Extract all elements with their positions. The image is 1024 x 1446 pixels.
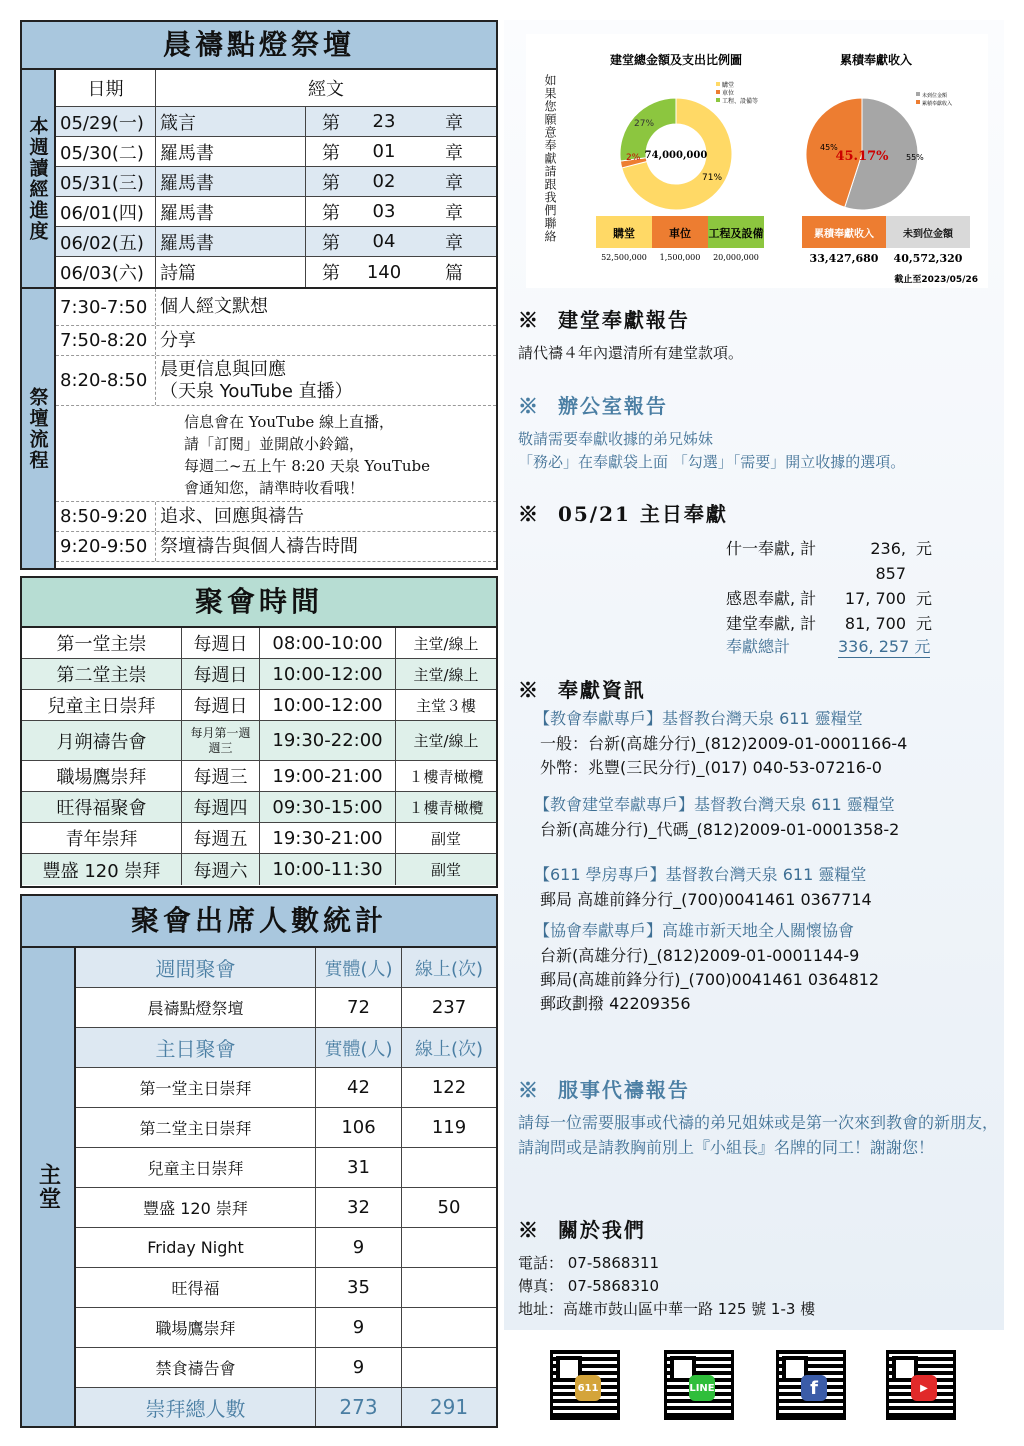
meeting-day: 每週四 [182, 792, 260, 822]
reference-mark: ※ [518, 1218, 540, 1242]
total-online: 291 [429, 1395, 469, 1419]
reading-date: 06/01(四) [56, 197, 156, 226]
physical-column-header: 實體(人) [316, 948, 402, 987]
flow-time: 8:50-9:20 [56, 502, 156, 531]
meeting-time: 09:30-15:00 [260, 792, 396, 822]
church-account-general: 一般：台新(高雄分行)_(812)2009-01-0001166-4 [540, 734, 908, 753]
flow-item [156, 532, 496, 561]
chart1-label: 71% [702, 173, 723, 183]
office-report-line2: 「務必」在奉獻袋上面 「勾選」「需要」開立收據的選項。 [518, 453, 906, 471]
about-us-heading-text: 關於我們 [557, 1218, 646, 1242]
meeting-time: 10:00-12:00 [260, 690, 396, 720]
meeting-name: 青年崇拜 [22, 823, 182, 853]
meeting-row [22, 761, 496, 792]
meeting-row [22, 690, 496, 721]
sunday-offering-heading-text: 05/21 主日奉獻 [557, 502, 728, 526]
offering-amount: 236, 857 [870, 539, 906, 583]
offering-total-label: 奉獻總計 [726, 637, 791, 656]
chart2-note: 截止至2023/05/26 [894, 275, 978, 285]
meeting-time: 08:00-10:00 [260, 628, 396, 658]
chart2-header: 累積奉獻收入 [814, 229, 874, 240]
meeting-name: 第一堂主崇 [22, 628, 182, 658]
attendance-online [402, 1268, 496, 1307]
meeting-location: 主堂/線上 [413, 665, 479, 684]
flow-item-text: 個人經文默想 [160, 296, 268, 317]
reading-book: 羅馬書 [156, 137, 306, 166]
main-hall-label: 主堂 [22, 948, 76, 1426]
attendance-physical: 31 [316, 1148, 402, 1187]
reading-chapter: 02 [372, 171, 396, 192]
meeting-location: 主堂３樓 [415, 696, 476, 715]
chart1-label: 2% [626, 153, 641, 163]
chart2-header: 未到位金額 [903, 229, 953, 240]
attendance-online: 119 [431, 1117, 467, 1138]
attendance-physical: 42 [316, 1068, 402, 1107]
meeting-times-table [20, 576, 498, 888]
reference-mark: ※ [518, 502, 540, 526]
contact-vertical-text: 如果您願意奉獻請跟我們聯絡 [543, 74, 557, 243]
association-account-title: 【協會奉獻專戶】高雄市新天地全人關懷協會 [534, 921, 855, 940]
attendance-total-row [76, 1388, 496, 1426]
offering-unit: 元 [916, 539, 933, 558]
total-physical: 273 [316, 1388, 402, 1426]
reference-mark: ※ [518, 308, 540, 332]
offering-info-heading-text: 奉獻資訊 [557, 678, 646, 702]
reading-chapter: 01 [372, 141, 396, 162]
text-header: 經文 [308, 79, 344, 100]
sunday-offering-heading [518, 498, 1004, 527]
qr-code-website[interactable]: 611 [550, 1350, 620, 1420]
reading-prefix: 第 [322, 172, 340, 194]
reading-row [56, 137, 496, 167]
chart2-value: 33,427,680 [809, 252, 879, 265]
legend-swatch [716, 90, 720, 94]
reading-book: 詩篇 [156, 257, 306, 287]
meeting-row [22, 628, 496, 659]
section-header-label: 週間聚會 [76, 948, 316, 987]
flow-row [56, 326, 496, 356]
reading-chapter: 04 [372, 231, 396, 252]
attendance-section-header [76, 948, 496, 988]
attendance-meeting: 第二堂主日崇拜 [76, 1108, 316, 1147]
attendance-online: 50 [437, 1197, 461, 1218]
reading-date: 05/29(一) [56, 107, 156, 136]
office-report-heading [518, 390, 1004, 419]
attendance-physical: 9 [316, 1228, 402, 1267]
chart2-legend: 累積奉獻收入 [922, 101, 953, 107]
reading-book: 羅馬書 [156, 227, 306, 256]
attendance-row [76, 1228, 496, 1268]
meeting-location: １樓青橄欖 [408, 798, 484, 817]
attendance-section-header [76, 1028, 496, 1068]
physical-column-header: 實體(人) [316, 1028, 402, 1067]
attendance-physical: 9 [316, 1348, 402, 1387]
meeting-name: 兒童主日崇拜 [22, 690, 182, 720]
youtube-note-line: 信息會在 YouTube 線上直播， [184, 413, 394, 431]
chart1-center: 74,000,000 [644, 150, 708, 161]
right-panel [504, 20, 1004, 1399]
reference-mark: ※ [518, 678, 540, 702]
flow-row [56, 532, 496, 562]
meeting-location: 副堂 [430, 861, 461, 879]
section-header-label: 主日聚會 [76, 1028, 316, 1067]
offering-row [726, 586, 1004, 611]
reading-prefix: 第 [322, 263, 340, 284]
charts-panel [526, 34, 988, 288]
reading-row [56, 107, 496, 137]
offering-unit: 元 [916, 614, 933, 633]
attendance-row [76, 1068, 496, 1108]
building-account-number: 台新(高雄分行)_代碼_(812)2009-01-0001358-2 [540, 820, 900, 839]
date-header: 日期 [56, 70, 156, 106]
chart1-value: 20,000,000 [713, 253, 759, 262]
legend-swatch [916, 92, 920, 96]
meeting-time: 19:30-22:00 [260, 721, 396, 760]
attendance-row [76, 1308, 496, 1348]
meeting-location: 主堂/線上 [413, 634, 479, 653]
meeting-time: 10:00-11:30 [260, 854, 396, 885]
flow-item-text: 晨更信息與回應 [160, 358, 286, 380]
chart2-title: 累積奉獻收入 [839, 53, 913, 67]
flow-item [156, 356, 496, 405]
church-account-title: 【教會奉獻專戶】基督教台灣天泉 611 靈糧堂 [534, 709, 863, 728]
reading-row [56, 167, 496, 197]
meeting-time: 10:00-12:00 [260, 659, 396, 689]
attendance-physical: 32 [316, 1188, 402, 1227]
legend-swatch [716, 98, 720, 102]
about-us-heading [518, 1214, 1004, 1243]
reading-row [56, 257, 496, 287]
chart1-legend: 工程、設備等 [722, 98, 759, 105]
offering-row [726, 611, 1004, 636]
chart1-title: 建堂總金額及支出比例圖 [609, 53, 743, 67]
attendance-physical: 72 [316, 988, 402, 1027]
attendance-row [76, 1148, 496, 1188]
phone-number: 電話： 07-5868311 [518, 1254, 660, 1272]
flow-item-subtext: （天泉 YouTube 直播） [160, 380, 353, 402]
meeting-day: 每週六 [182, 854, 260, 885]
legend-swatch [916, 100, 920, 104]
flow-item [156, 326, 496, 355]
meeting-time: 19:30-21:00 [260, 823, 396, 853]
chart1-header: 工程及設備 [708, 227, 764, 240]
attendance-meeting: Friday Night [76, 1228, 316, 1267]
reading-chapter: 03 [372, 201, 396, 222]
meeting-day: 每週五 [182, 823, 260, 853]
reading-prefix: 第 [322, 142, 340, 164]
offering-row [726, 536, 1004, 586]
attendance-online: 237 [431, 997, 467, 1018]
reading-suffix: 章 [445, 202, 463, 224]
online-column-header: 線上(次) [414, 958, 484, 980]
reading-prefix: 第 [322, 232, 340, 254]
flow-item [156, 502, 496, 531]
legend-swatch [716, 82, 720, 86]
reading-row [56, 197, 496, 227]
reading-suffix: 章 [445, 142, 463, 164]
chart2-legend: 未到位金額 [922, 93, 948, 99]
offering-unit: 元 [916, 589, 933, 608]
attendance-online [402, 1308, 496, 1347]
attendance-row [76, 1188, 496, 1228]
office-report-heading-text: 辦公室報告 [557, 394, 668, 418]
youtube-note-line: 會通知您，請準時收看哦！ [184, 479, 365, 497]
chart2-label: 55% [906, 153, 924, 162]
qr-code-line[interactable]: LINE [664, 1350, 734, 1420]
meeting-times-title: 聚會時間 [22, 578, 496, 628]
ministry-prayer-text: 請每一位需要服事或代禱的弟兄姐妹或是第一次來到教會的新朋友，請詢問或是請教胸前別上『小組長』名牌的同工！謝謝您！ [518, 1113, 999, 1157]
attendance-physical: 9 [316, 1308, 402, 1347]
reading-date: 05/30(二) [56, 137, 156, 166]
qr-code-youtube[interactable]: ▶ [886, 1350, 956, 1420]
building-account-title: 【教會建堂奉獻專戶】基督教台灣天泉 611 靈糧堂 [534, 795, 895, 814]
meeting-day: 每週日 [182, 628, 260, 658]
attendance-meeting: 晨禱點燈祭壇 [76, 988, 316, 1027]
meeting-row [22, 721, 496, 761]
meeting-name: 豐盛 120 崇拜 [22, 854, 182, 885]
reading-row [56, 227, 496, 257]
flow-row [56, 289, 496, 326]
reading-suffix: 章 [445, 232, 463, 254]
attendance-meeting: 第一堂主日崇拜 [76, 1068, 316, 1107]
office-report-line1: 敬請需要奉獻收據的弟兄姊妹 [518, 430, 714, 448]
youtube-note-line: 每週二~五上午 8:20 天泉 YouTube [184, 457, 430, 475]
offering-type: 建堂奉獻, 計 [726, 614, 817, 633]
qr-code-facebook[interactable]: f [776, 1350, 846, 1420]
reading-suffix: 篇 [445, 263, 463, 284]
reference-mark: ※ [518, 394, 540, 418]
reading-chapter: 23 [372, 111, 396, 132]
attendance-table [20, 894, 498, 1428]
meeting-row [22, 854, 496, 885]
offering-total [726, 634, 1004, 658]
flow-row [56, 502, 496, 532]
attendance-online: 122 [431, 1077, 467, 1098]
attendance-meeting: 職場鷹崇拜 [76, 1308, 316, 1347]
meeting-day: 每週日 [182, 690, 260, 720]
attendance-online [402, 1348, 496, 1387]
study-account-number: 郵局 高雄前鋒分行_(700)0041461 0367714 [540, 890, 872, 909]
attendance-title: 聚會出席人數統計 [22, 896, 496, 948]
attendance-physical: 35 [316, 1268, 402, 1307]
reading-prefix: 第 [322, 202, 340, 224]
funding-charts [526, 34, 988, 288]
attendance-row [76, 1348, 496, 1388]
building-fund-heading-text: 建堂奉獻報告 [557, 308, 690, 332]
fax-number: 傳真： 07-5868310 [518, 1277, 660, 1295]
offering-type: 什一奉獻, 計 [726, 539, 817, 558]
study-account-title: 【611 學房專戶】基督教台灣天泉 611 靈糧堂 [534, 865, 867, 884]
attendance-online [402, 1148, 496, 1187]
offering-amount: 17, 700 [844, 589, 906, 608]
meeting-time: 19:00-21:00 [260, 761, 396, 791]
association-account-post: 郵局(高雄前鋒分行)_(700)0041461 0364812 [540, 970, 880, 989]
attendance-physical: 106 [316, 1108, 402, 1147]
attendance-meeting: 旺得福 [76, 1268, 316, 1307]
dawn-altar-title: 晨禱點燈祭壇 [22, 22, 496, 70]
chart1-header: 車位 [669, 227, 691, 240]
total-label: 崇拜總人數 [76, 1388, 316, 1426]
church-account-foreign: 外幣：兆豐(三民分行)_(017) 040-53-07216-0 [540, 758, 882, 777]
meeting-day: 每週三 [182, 761, 260, 791]
reading-book: 羅馬書 [156, 167, 306, 196]
meeting-location: 副堂 [430, 829, 461, 848]
meeting-row [22, 792, 496, 823]
chart1-value: 1,500,000 [659, 253, 701, 262]
reference-mark: ※ [518, 1078, 540, 1102]
building-fund-text: 請代禱４年內還清所有建堂款項。 [518, 344, 744, 362]
association-postal-transfer: 郵政劃撥 42209356 [540, 994, 691, 1013]
reading-suffix: 章 [445, 112, 463, 134]
reading-date: 06/02(五) [56, 227, 156, 256]
attendance-meeting: 豐盛 120 崇拜 [76, 1188, 316, 1227]
ministry-prayer-heading [518, 1074, 1004, 1103]
building-fund-heading [518, 304, 1004, 333]
reading-suffix: 章 [445, 172, 463, 194]
chart2-label: 45% [820, 143, 838, 152]
meeting-day: 每週日 [182, 659, 260, 689]
chart1-legend: 車位 [722, 90, 735, 97]
chart1-header: 購堂 [613, 227, 635, 240]
attendance-row [76, 1108, 496, 1148]
meeting-row [22, 823, 496, 854]
flow-time: 9:20-9:50 [56, 532, 156, 561]
flow-row [56, 356, 496, 406]
flow-side-label: 祭壇流程 [22, 289, 56, 568]
meeting-location: 主堂/線上 [413, 732, 479, 750]
meeting-name: 旺得福聚會 [22, 792, 182, 822]
chart1-value: 52,500,000 [601, 253, 647, 262]
meeting-name: 第二堂主崇 [22, 659, 182, 689]
reading-book: 箴言 [156, 107, 306, 136]
chart1-label: 27% [634, 119, 655, 129]
youtube-note-line: 請「訂閱」並開啟小鈴鐺， [184, 435, 365, 453]
offering-total-value: 336, 257 元 [838, 634, 930, 658]
offering-amount: 81, 700 [844, 614, 906, 633]
flow-time: 7:30-7:50 [56, 289, 156, 325]
meeting-location: １樓青橄欖 [408, 767, 484, 786]
association-account-bank: 台新(高雄分行)_(812)2009-01-0001144-9 [540, 946, 860, 965]
flow-time: 8:20-8:50 [56, 356, 156, 405]
reading-prefix: 第 [322, 112, 340, 134]
meeting-day: 每月第一週週三 [182, 721, 260, 760]
flow-item-text: 分享 [160, 329, 196, 351]
attendance-row [76, 988, 496, 1028]
attendance-online [402, 1228, 496, 1267]
offering-type: 感恩奉獻, 計 [726, 589, 817, 608]
attendance-meeting: 禁食禱告會 [76, 1348, 316, 1387]
youtube-note [56, 406, 496, 502]
chart2-value: 40,572,320 [893, 252, 963, 265]
offering-info-heading [518, 674, 1004, 703]
reading-date: 06/03(六) [56, 257, 156, 287]
chart1-legend: 購堂 [722, 82, 735, 89]
meeting-name: 月朔禱告會 [22, 721, 182, 760]
reading-date: 05/31(三) [56, 167, 156, 196]
flow-item-text: 追求、回應與禱告 [160, 505, 304, 527]
flow-item [156, 289, 496, 325]
flow-item-text: 祭壇禱告與個人禱告時間 [160, 535, 358, 557]
reading-book: 羅馬書 [156, 197, 306, 226]
reading-side-label: 本週讀經進度 [22, 70, 56, 287]
address: 地址：高雄市鼓山區中華一路 125 號 1-3 樓 [518, 1300, 816, 1318]
chart2-center: 45.17% [835, 149, 889, 164]
meeting-row [22, 659, 496, 690]
reading-chapter: 140 [366, 261, 402, 283]
dawn-altar-table [20, 20, 498, 570]
meeting-name: 職場鷹崇拜 [22, 761, 182, 791]
online-column-header: 線上(次) [414, 1038, 484, 1060]
ministry-prayer-heading-text: 服事代禱報告 [557, 1078, 690, 1102]
attendance-row [76, 1268, 496, 1308]
flow-time: 7:50-8:20 [56, 326, 156, 355]
attendance-meeting: 兒童主日崇拜 [76, 1148, 316, 1187]
